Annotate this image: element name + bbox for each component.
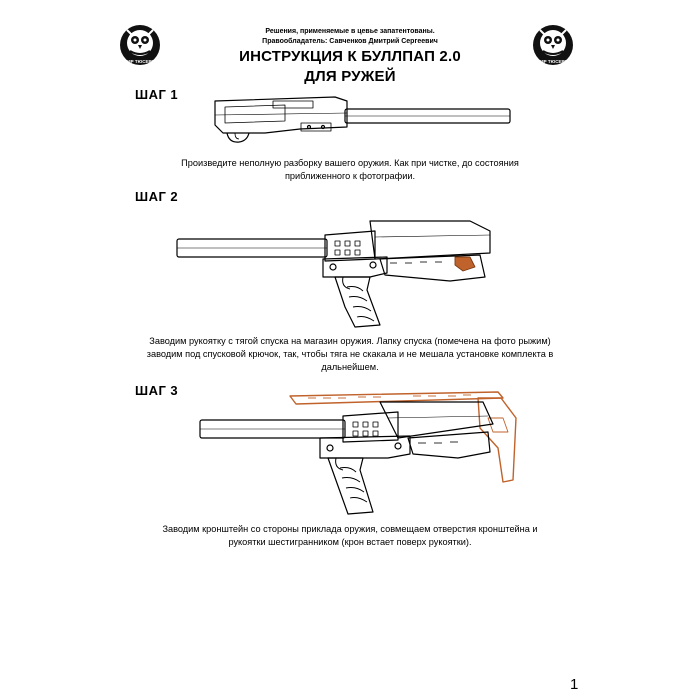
step-1-caption-line-2: приближенного к фотографии.	[284, 171, 416, 181]
step-1-caption	[120, 157, 580, 183]
step-2-caption	[140, 335, 560, 374]
document-title	[200, 47, 500, 87]
step-2-caption-line-2: заводим под спусковой крючок, так, чтобы тяга не скакала и не мешала установке комплекта в	[146, 349, 554, 359]
step-3-caption-line-1: Заводим кронштейн со стороны приклада оружия, совмещаем отверстия кронштейна и	[162, 524, 538, 534]
step-3-caption-line-2: рукоятки шестигранником (крон встает поверх рукоятки).	[228, 537, 472, 547]
page-number: 1	[570, 676, 579, 693]
step-1-caption-line-1: Произведите неполную разборку вашего оружия. Как при чистке, до состояния	[181, 158, 519, 168]
step-3-caption	[140, 523, 560, 549]
patent-line-1: Решения, применяемые в цевье запатентованы.	[265, 28, 435, 35]
patent-line-2: Правообладатель: Савченков Дмитрий Сергеевич	[262, 38, 438, 45]
title-line-2: ДЛЯ РУЖЕЙ	[304, 68, 396, 85]
step-2-caption-line-1: Заводим рукоятку с тягой спуска на магазин оружия. Лапку спуска (помечена на фото рыжим)	[149, 336, 551, 346]
step-2-heading: ШАГ 2	[135, 189, 179, 204]
step-1-heading: ШАГ 1	[135, 87, 179, 102]
owl-logo-left	[119, 24, 161, 70]
bullpup-assembled-illustration	[198, 388, 520, 518]
shotgun-with-grip-illustration	[175, 215, 510, 330]
owl-logo-right	[532, 24, 574, 70]
step-2-caption-line-3: дальнейшем.	[321, 362, 379, 372]
svg-text:БИР ТЮСЕРЫ: БИР ТЮСЕРЫ	[537, 59, 569, 64]
svg-text:БИР ТЮСЕРЫ: БИР ТЮСЕРЫ	[124, 59, 156, 64]
patent-notice	[230, 27, 470, 47]
shotgun-disassembled-illustration	[205, 87, 515, 147]
step-3-heading: ШАГ 3	[135, 383, 179, 398]
title-line-1: ИНСТРУКЦИЯ К БУЛЛПАП 2.0	[239, 48, 461, 65]
